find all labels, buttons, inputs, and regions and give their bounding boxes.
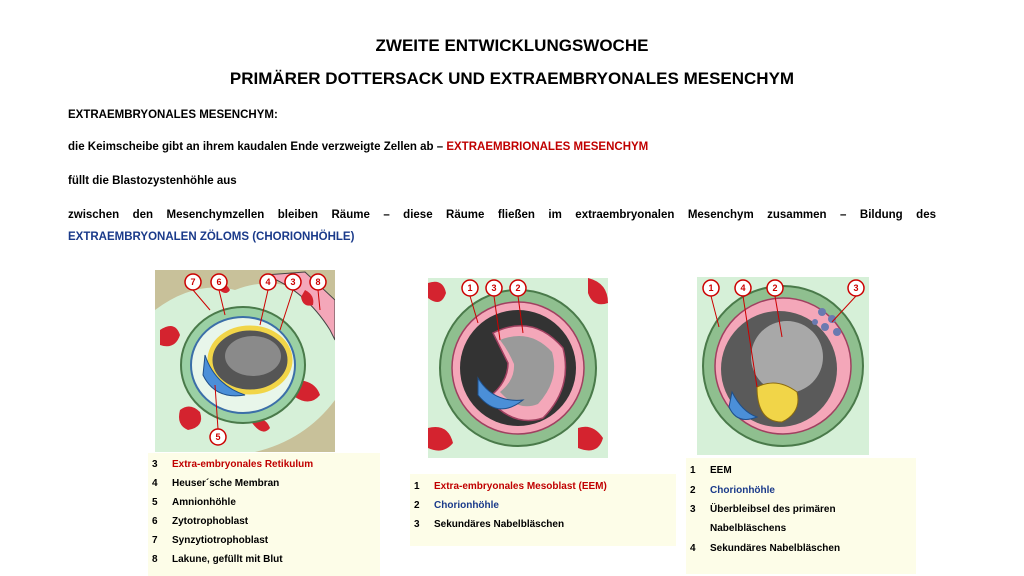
figure-1-label: 3 [290, 277, 296, 287]
figure-3-label: 3 [853, 283, 859, 293]
figure-3-legend [686, 458, 916, 574]
figure-3-label: 1 [708, 283, 714, 293]
paragraph-3-text: zwischen den Mesenchymzellen bleiben Räume – diese Räume fließen im extraembryonalen Mesenchym zusammen – Bildung des [68, 209, 936, 221]
page-title: ZWEITE ENTWICKLUNGSWOCHE [375, 36, 649, 55]
legend-num: 8 [152, 554, 158, 565]
figure-1-label: 6 [216, 277, 222, 287]
figure-2-diagram [428, 278, 608, 458]
legend-text: Sekundäres Nabelbläschen [710, 543, 841, 554]
figure-2-legend [410, 474, 676, 546]
legend-text: Überbleibsel des primären [710, 504, 836, 515]
legend-text: EEM [710, 465, 732, 476]
legend-text: Chorionhöhle [710, 485, 775, 496]
legend-num: 7 [152, 535, 158, 546]
figure-2-label: 1 [467, 283, 473, 293]
figure-1-label: 7 [190, 277, 196, 287]
figure-1-legend [148, 453, 380, 576]
legend-text: Sekundäres Nabelbläschen [434, 519, 565, 530]
legend-num: 3 [414, 519, 420, 530]
paragraph-3-highlight: EXTRAEMBRYONALEN ZÖLOMS (CHORIONHÖHLE) [68, 231, 355, 243]
figure-3-label: 4 [740, 283, 746, 293]
legend-text: Nabelbläschens [710, 523, 787, 534]
legend-text: Chorionhöhle [434, 500, 499, 511]
legend-num: 2 [414, 500, 420, 511]
legend-text: Extra-embryonales Retikulum [172, 459, 314, 470]
figure-3-diagram [697, 277, 869, 455]
legend-text: Synzytiotrophoblast [172, 535, 269, 546]
page-subtitle: PRIMÄRER DOTTERSACK UND EXTRAEMBRYONALES MESENCHYM [229, 69, 795, 88]
figure-1-label: 5 [215, 432, 221, 442]
legend-num: 3 [690, 504, 696, 515]
legend-num: 4 [690, 543, 696, 554]
paragraph-1 [68, 136, 936, 158]
paragraph-1-text: die Keimscheibe gibt an ihrem kaudalen Ende verzweigte Zellen ab – [68, 141, 447, 153]
figure-1-diagram [155, 270, 335, 452]
legend-text: Extra-embryonales Mesoblast (EEM) [434, 481, 607, 492]
legend-text: Heuser´sche Membran [172, 478, 280, 489]
legend-num: 3 [152, 459, 158, 470]
legend-text: Lakune, gefüllt mit Blut [172, 554, 283, 565]
figure-2-label: 3 [491, 283, 497, 293]
section-heading: EXTRAEMBRYONALES MESENCHYM: [68, 109, 278, 121]
legend-num: 4 [152, 478, 158, 489]
legend-text: Zytotrophoblast [172, 516, 249, 527]
legend-num: 6 [152, 516, 158, 527]
figure-3-label: 2 [772, 283, 778, 293]
paragraph-2: füllt die Blastozystenhöhle aus [68, 175, 237, 187]
legend-num: 1 [690, 465, 696, 476]
paragraph-1-highlight: EXTRAEMBRIONALES MESENCHYM [446, 141, 649, 153]
legend-num: 1 [414, 481, 420, 492]
figure-1-label: 4 [265, 277, 271, 287]
figure-2-label: 2 [515, 283, 521, 293]
legend-num: 5 [152, 497, 158, 508]
legend-text: Amnionhöhle [172, 497, 236, 508]
legend-num: 2 [690, 485, 696, 496]
figure-1-label: 8 [315, 277, 321, 287]
